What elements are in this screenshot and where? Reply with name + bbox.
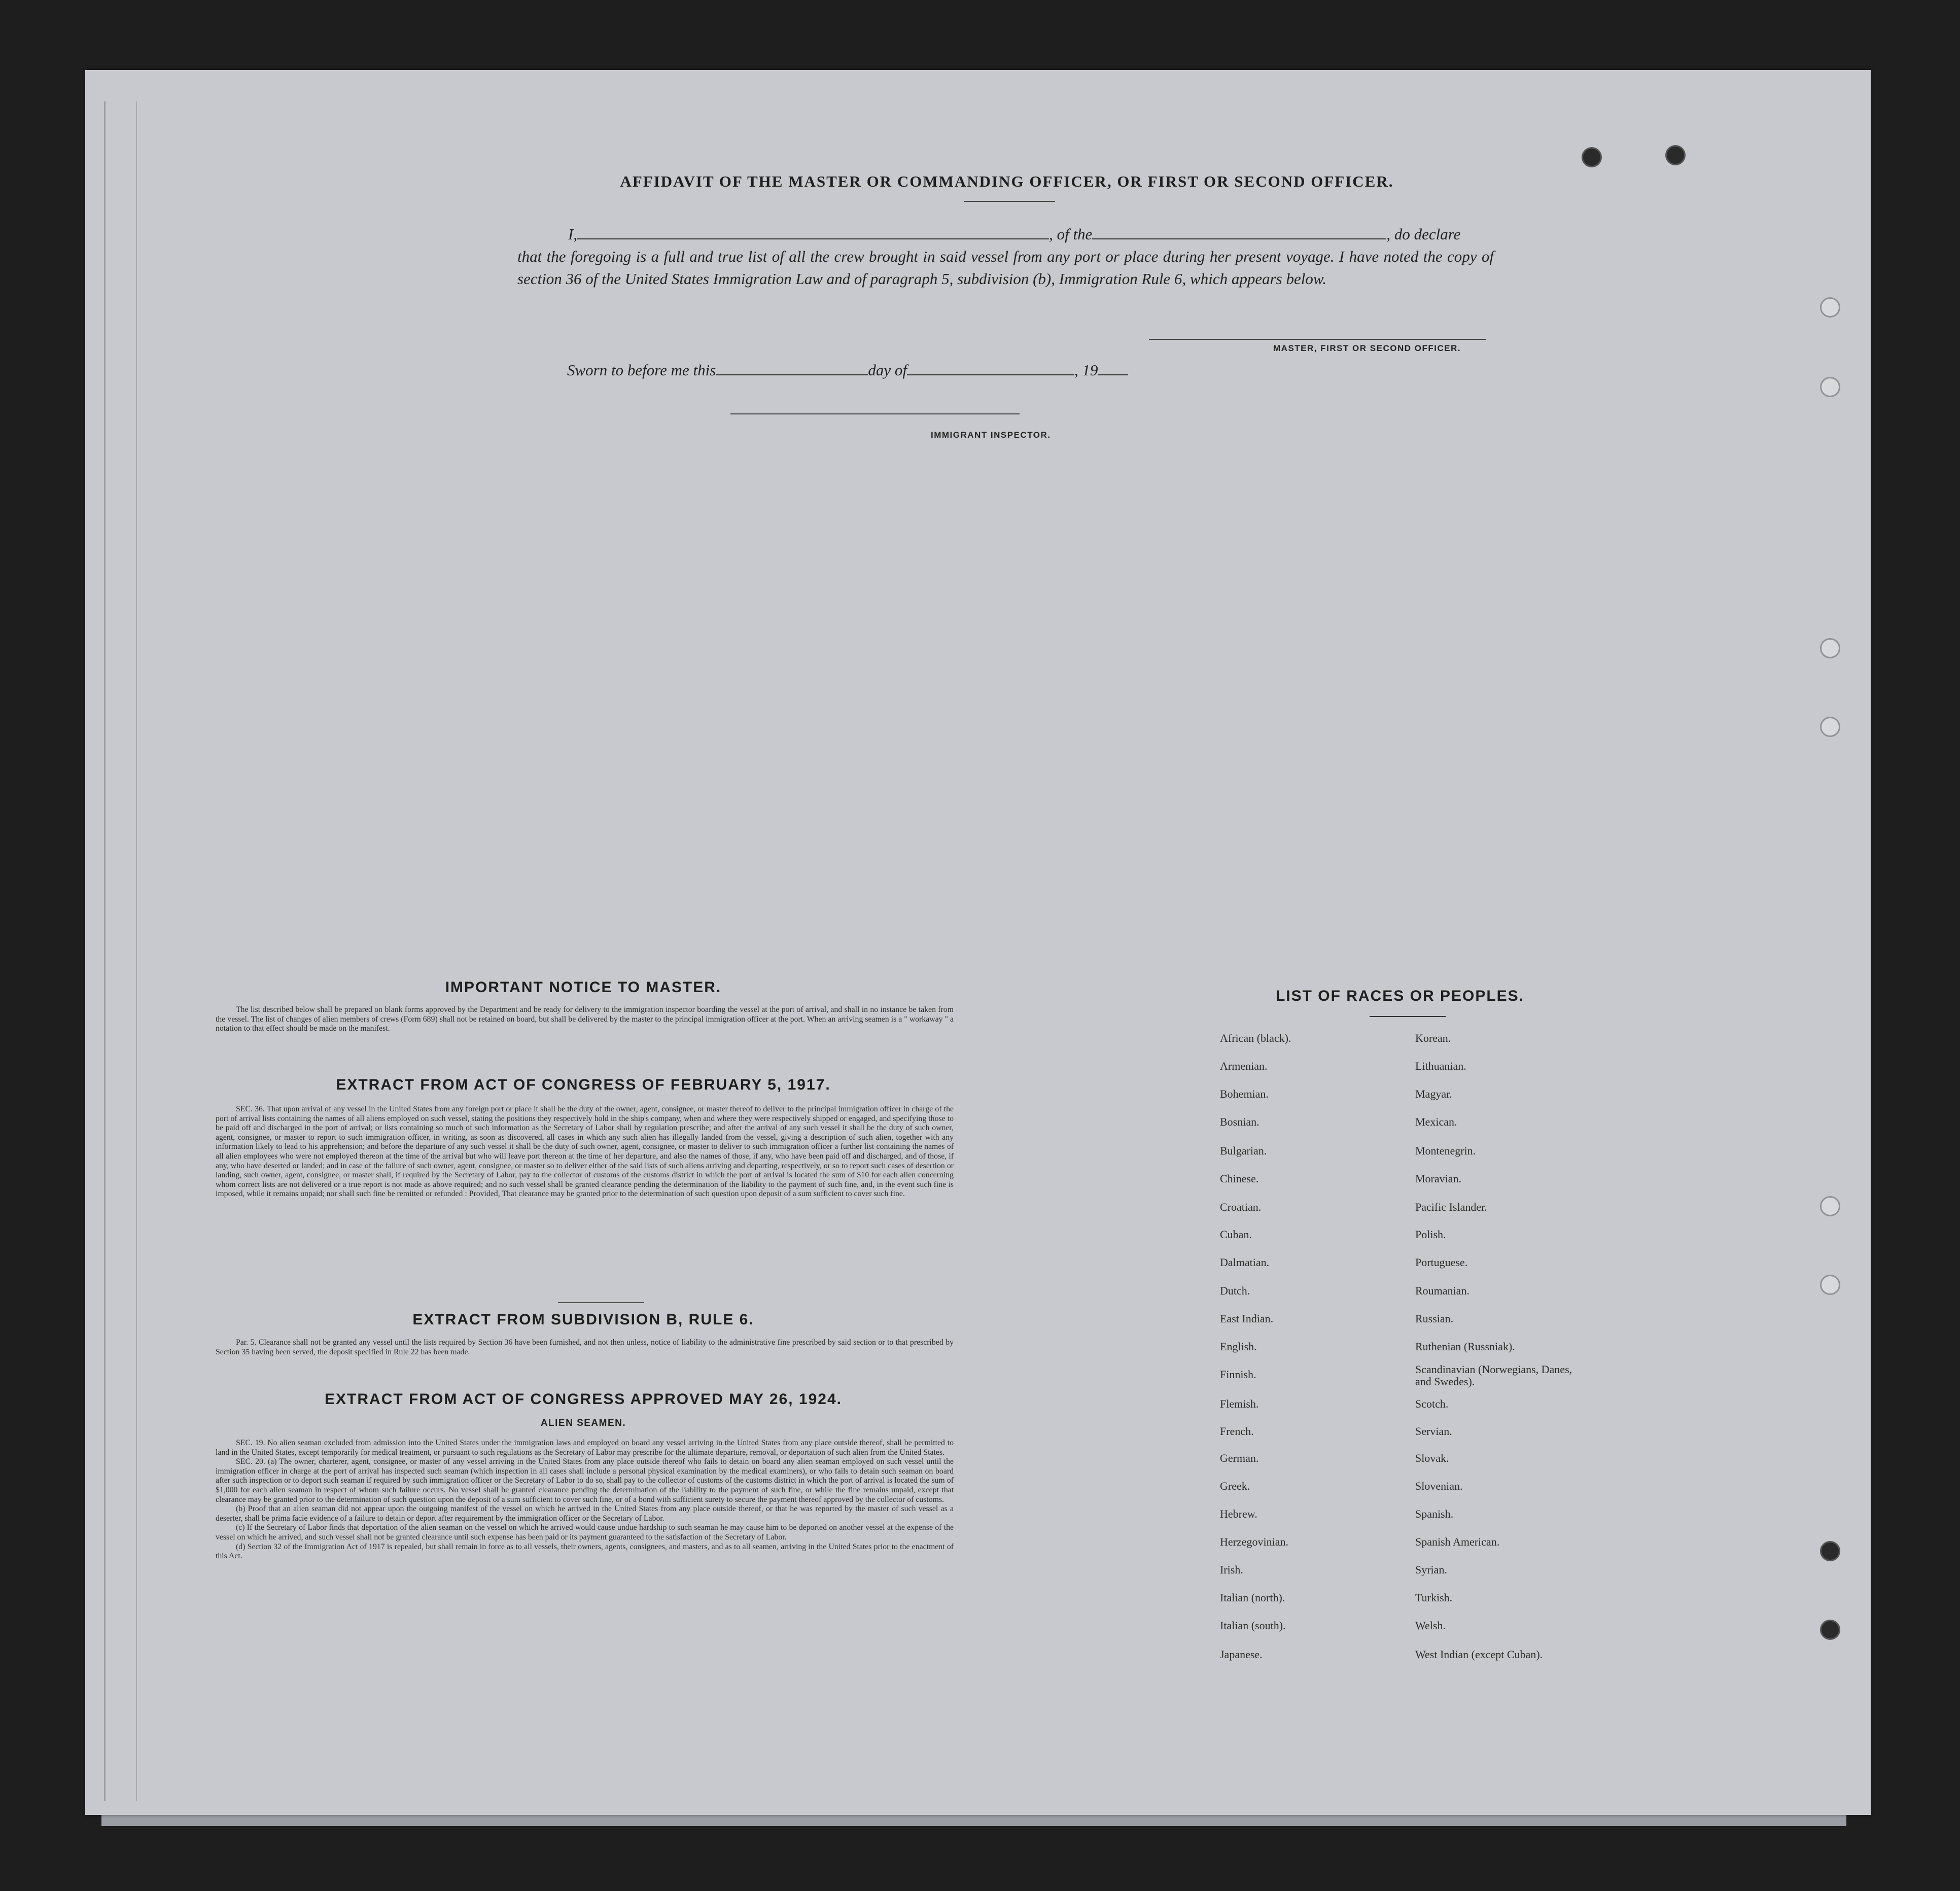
extract-rule6-title: EXTRACT FROM SUBDIVISION B, RULE 6. xyxy=(412,1311,754,1328)
race-item: Dutch. xyxy=(1220,1284,1250,1297)
race-item: Scandinavian (Norwegians, Danes, and Swedes). xyxy=(1415,1363,1572,1388)
race-item: Irish. xyxy=(1220,1563,1243,1576)
race-item: Moravian. xyxy=(1415,1172,1462,1185)
race-item: Chinese. xyxy=(1220,1172,1259,1185)
sworn-day-of: day of xyxy=(868,361,907,379)
race-item: African (black). xyxy=(1220,1032,1291,1044)
race-item: Italian (south). xyxy=(1220,1619,1286,1632)
race-item: Lithuanian. xyxy=(1415,1060,1466,1072)
punch-hole xyxy=(1820,1196,1840,1216)
race-item: Polish. xyxy=(1415,1228,1446,1241)
race-item: Pacific Islander. xyxy=(1415,1201,1487,1213)
sworn-statement xyxy=(567,361,1128,379)
affidavit-first-line xyxy=(517,223,1494,246)
race-item: Greek. xyxy=(1220,1480,1250,1492)
race-item: Montenegrin. xyxy=(1415,1144,1476,1157)
notice-text: The list described below shall be prepared on blank forms approved by the Department and be ready for delivery to the immigration inspector boarding the vessel at the port of arrival, and shall in no instance be taken from the vessel. The list of changes of alien members of crews (Form 689) shall not be retained on board, but shall be delivered by the master to the principal immigration officer at the port. When an arriving seamen is a " workaway " a notation to that effect should be made on the manifest. xyxy=(216,1005,954,1033)
sworn-year: , 19 xyxy=(1074,361,1098,379)
punch-hole xyxy=(1820,638,1840,658)
race-item: Turkish. xyxy=(1415,1591,1453,1604)
race-item: Scotch. xyxy=(1415,1397,1449,1410)
affidavit-statement xyxy=(517,223,1494,290)
race-item: Finnish. xyxy=(1220,1368,1256,1381)
race-item: Korean. xyxy=(1415,1032,1451,1044)
race-item: East Indian. xyxy=(1220,1312,1274,1325)
race-item: French. xyxy=(1220,1425,1254,1438)
race-item: Hebrew. xyxy=(1220,1508,1257,1520)
inspector-signature-label: IMMIGRANT INSPECTOR. xyxy=(931,430,1051,440)
sworn-year-blank[interactable] xyxy=(1098,361,1128,375)
race-item: Slovenian. xyxy=(1415,1480,1463,1492)
race-item: English. xyxy=(1220,1340,1257,1353)
race-item: West Indian (except Cuban). xyxy=(1415,1648,1543,1661)
race-item: Bohemian. xyxy=(1220,1088,1269,1100)
section-divider xyxy=(558,1302,644,1303)
race-item: Slovak. xyxy=(1415,1452,1449,1464)
punch-hole xyxy=(1820,1620,1840,1640)
punch-hole xyxy=(1820,1541,1840,1561)
affidavit-do-declare: , do declare xyxy=(1386,225,1461,243)
race-item: Flemish. xyxy=(1220,1397,1259,1410)
vessel-name-blank[interactable] xyxy=(1092,225,1386,239)
sworn-month-blank[interactable] xyxy=(907,361,1074,375)
extract-1924-subtitle: ALIEN SEAMEN. xyxy=(540,1418,626,1428)
affidavit-title: AFFIDAVIT OF THE MASTER OR COMMANDING OFFICER, OR FIRST OR SECOND OFFICER. xyxy=(620,172,1394,190)
sec-20-c: (c) If the Secretary of Labor finds that deportation of the alien seaman on the vessel on which he arrived would cause undue hardship to such seaman he may cause him to be deported on another vessel at the expense of the vessel on which he arrived, and such vessel shall not be granted clearance until such expense has been paid or its payment guaranteed to the satisfaction of the Secretary of Labor. xyxy=(216,1523,954,1542)
race-item: Bosnian. xyxy=(1220,1115,1259,1128)
race-item: Syrian. xyxy=(1415,1563,1447,1576)
affidavit-body: that the foregoing is a full and true list of all the crew brought in said vessel from any port or place during her present voyage. I have noted the copy of section 36 of the United States Immigration Law and of paragraph 5, subdivision (b), Immigration Rule 6, which appears below. xyxy=(517,248,1494,288)
race-item: Dalmatian. xyxy=(1220,1256,1270,1269)
sworn-prefix: Sworn to before me this xyxy=(567,361,716,379)
officer-name-blank[interactable] xyxy=(577,225,1049,239)
affidavit-i: I, xyxy=(568,225,578,243)
race-item: Italian (north). xyxy=(1220,1591,1285,1604)
race-item: Japanese. xyxy=(1220,1648,1263,1661)
officer-signature-label: MASTER, FIRST OR SECOND OFFICER. xyxy=(1273,343,1461,353)
race-item: Spanish. xyxy=(1415,1508,1454,1520)
page-binding-edge xyxy=(104,101,137,1801)
extract-1924-title: EXTRACT FROM ACT OF CONGRESS APPROVED MAY 26, 1924. xyxy=(325,1391,842,1408)
race-item: Mexican. xyxy=(1415,1115,1457,1128)
punch-hole xyxy=(1665,145,1686,165)
sec-20-b: (b) Proof that an alien seaman did not appear upon the outgoing manifest of the vessel on which he arrived in the United States from any place outside thereof, or that he was reported by the master of such vessel as a deserter, shall be prima facie evidence of a failure to detain or deport after requirement by the immigration officer or the Secretary of Labor. xyxy=(216,1504,954,1523)
punch-hole xyxy=(1582,147,1602,167)
extract-1917-text: SEC. 36. That upon arrival of any vessel in the United States from any foreign port or place it shall be the duty of the owner, agent, consignee, or master thereof to deliver to the principal immigration officer in charge of the port of arrival lists containing the names of all aliens employed on such vessel, stating the positions they respectively hold in the ship's company, when and where they were respectively shipped or engaged, and specifying those to be paid off and discharged in the port of arrival; or lists containing so much of such information as the Secretary of Labor shall by regulation prescribe; and after the arrival of any such vessel it shall be the duty of such owner, agent, consignee, or master to report to such immigration officer, in writing, as soon as discovered, all cases in which any such alien has illegally landed from the vessel, giving a description of such alien, together with any information likely to lead to his apprehension; and before the departure of any such vessel it shall be the duty of such owner, agent, consignee, or master to deliver to such immigration officer a further list containing the names of all alien employees who were not employed thereon at the time of the arrival but who will leave port thereon at the time of her departure, and also the names of those, if any, who have been paid off and discharged, and of those, if any, who have deserted or landed; and in case of the failure of such owner, agent, consignee, or master so to deliver either of the said lists of such aliens arriving and departing, respectively, or so to report such cases of desertion or landing, such owner, agent, consignee, or master shall, if required by the Secretary of Labor, pay to the collector of customs of the customs district in which the port of arrival is located the sum of $10 for each alien concerning whom correct lists are not delivered or a true report is not made as above required; and no such vessel shall be granted clearance pending the determination of the liability to the payment of such fine, and, in the event such fine is imposed, while it remains unpaid; nor shall such fine be remitted or refunded : Provided, That clearance may be granted prior to the determination of such question upon deposit of a sum sufficient to cover such fine. xyxy=(216,1105,954,1199)
affidavit-of-the: , of the xyxy=(1049,225,1093,243)
race-item: Herzegovinian. xyxy=(1220,1535,1288,1548)
sworn-day-blank[interactable] xyxy=(716,361,868,375)
extract-rule6-text: Par. 5. Clearance shall not be granted any vessel until the lists required by Section 36 have been furnished, and not then unless, notice of liability to the administrative fine prescribed by said section or to that prescribed by Section 35 having been served, the deposit specified in Rule 22 has been made. xyxy=(216,1338,954,1356)
race-item: Portuguese. xyxy=(1415,1256,1468,1269)
races-title: LIST OF RACES OR PEOPLES. xyxy=(1275,988,1525,1004)
sec-19: SEC. 19. No alien seaman excluded from admission into the United States under the immigration laws and employed on board any vessel arriving in the United States from any place outside thereof, shall be permitted to land in the United States, except temporarily for medical treatment, or pursuant to such regulations as the Secretary of Labor may prescribe for the ultimate departure, removal, or deportation of such alien from the United States. xyxy=(216,1439,954,1457)
race-item: Bulgarian. xyxy=(1220,1144,1267,1157)
officer-signature-line[interactable] xyxy=(1149,339,1486,340)
punch-hole xyxy=(1820,297,1840,318)
race-item: Welsh. xyxy=(1415,1619,1446,1632)
extract-1924-text xyxy=(216,1439,954,1561)
races-title-underline xyxy=(1370,1016,1446,1017)
race-item: Croatian. xyxy=(1220,1201,1262,1213)
sec-20-d: (d) Section 32 of the Immigration Act of 1917 is repealed, but shall remain in force as to all vessels, their owners, agents, consignees, and masters, and as to all seamen, arriving in the United States prior to the enactment of this Act. xyxy=(216,1542,954,1561)
sec-20-a: SEC. 20. (a) The owner, charterer, agent, consignee, or master of any vessel arriving in the United States from any place outside thereof who fails to detain on board any alien seaman employed on such vessel until the immigration officer in charge at the port of arrival has inspected such seaman (which inspection in all cases shall include a personal physical examination by the medical examiners), or who fails to detain such seaman on board after such inspection or to deport such seaman if required by such immigration officer or the Secretary of Labor to do so, shall pay to the collector of customs of the customs district in which the port of arrival is located the sum of $1,000 for each alien seaman in respect of whom such failure occurs. No vessel shall be granted clearance pending the determination of the liability to the payment of such fine, or while the fine remains unpaid, except that clearance may be granted prior to the determination of such question upon the deposit of a sum sufficient to cover such fine, or of a bond with sufficient surety to secure the payment thereof approved by the collector of customs. xyxy=(216,1457,954,1504)
inspector-signature-line[interactable] xyxy=(730,413,1020,414)
race-item: Roumanian. xyxy=(1415,1284,1469,1297)
race-item: Russian. xyxy=(1415,1312,1454,1325)
extract-1917-title: EXTRACT FROM ACT OF CONGRESS OF FEBRUARY 5, 1917. xyxy=(336,1076,831,1093)
punch-hole xyxy=(1820,377,1840,397)
race-item: Servian. xyxy=(1415,1425,1452,1438)
notice-title: IMPORTANT NOTICE TO MASTER. xyxy=(445,979,722,996)
race-item: Armenian. xyxy=(1220,1060,1268,1072)
race-item: Cuban. xyxy=(1220,1228,1252,1241)
affidavit-title-underline xyxy=(964,201,1055,202)
punch-hole xyxy=(1820,1275,1840,1295)
race-item: German. xyxy=(1220,1452,1259,1464)
punch-hole xyxy=(1820,717,1840,737)
race-item: Magyar. xyxy=(1415,1088,1452,1100)
race-item: Spanish American. xyxy=(1415,1535,1500,1548)
race-item: Ruthenian (Russniak). xyxy=(1415,1340,1515,1353)
